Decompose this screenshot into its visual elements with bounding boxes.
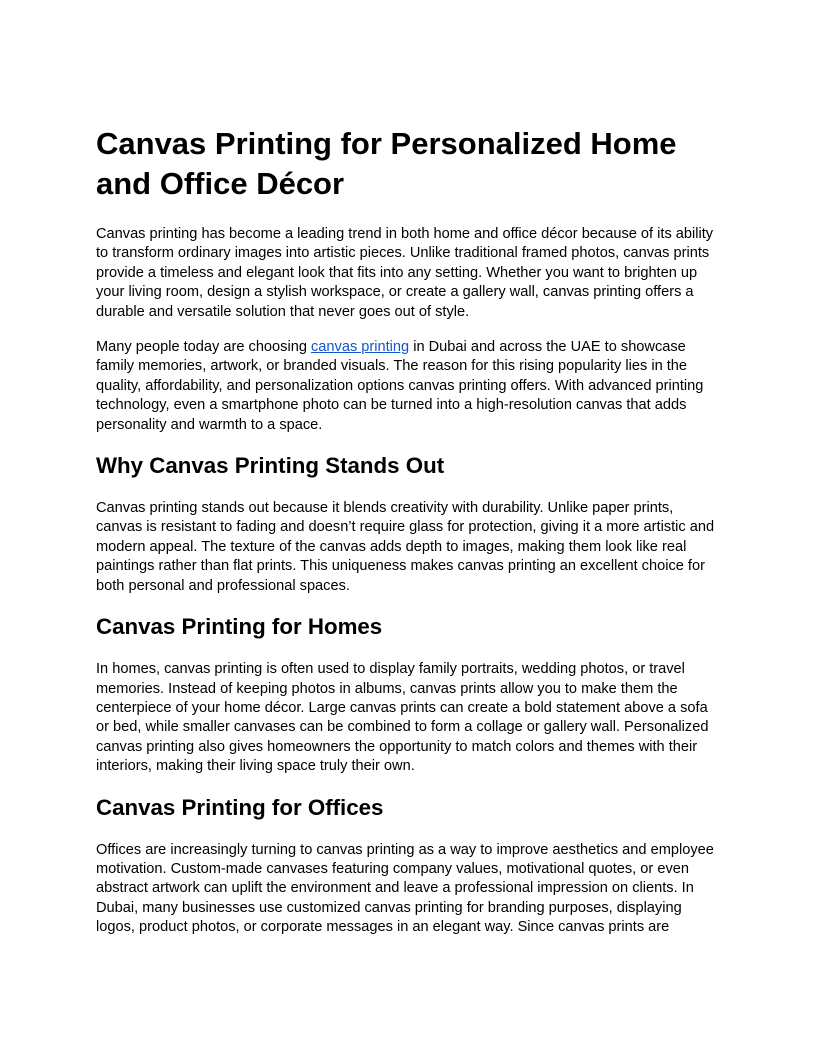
document-title: Canvas Printing for Personalized Home and Office Décor	[96, 126, 677, 201]
document-page	[96, 124, 720, 954]
intro-paragraph-2-text-after: in Dubai and across the UAE to showcase family memories, artwork, or branded visuals. The reason for this rising popularity lies in the quality, affordability, and personalization options canvas printing offers. With advanced printing technology, even a smartphone photo can be turned into a high-resolution canvas that adds personality and warmth to a space.	[96, 339, 704, 433]
section-heading-homes: Canvas Printing for Homes	[96, 614, 383, 640]
intro-paragraph-1: Canvas printing has become a leading trend in both home and office décor because of its ability to transform ordinary images into artistic pieces. Unlike traditional framed photos, canvas prints provide a timeless and elegant look that fits into any setting. Whether you want to brighten up your living room, design a stylish workspace, or create a gallery wall, canvas printing offers a durable and versatile solution that never goes out of style.	[96, 226, 714, 320]
canvas-printing-link[interactable]: canvas printing	[311, 339, 410, 356]
section-body-homes: In homes, canvas printing is often used to display family portraits, wedding photos, or travel memories. Instead of keeping photos in albums, canvas prints allow you to make them the centerpiece of your home décor. Large canvas prints can create a bold statement above a sofa or bed, while smaller canvases can be combined to form a collage or gallery wall. Personalized canvas printing also gives homeowners the opportunity to match colors and themes with their interiors, making their living space truly their own.	[96, 661, 709, 775]
intro-paragraph-2	[96, 338, 720, 435]
intro-paragraph-2-text-before: Many people today are choosing	[96, 339, 311, 356]
section-heading-stands-out: Why Canvas Printing Stands Out	[96, 453, 445, 479]
section-heading-offices: Canvas Printing for Offices	[96, 794, 384, 820]
section-body-offices: Offices are increasingly turning to canvas printing as a way to improve aesthetics and employee motivation. Custom-made canvases featuring company values, motivational quotes, or even abstract artwork can uplift the environment and leave a professional impression on clients. In Dubai, many businesses use customized canvas printing for branding purposes, displaying logos, product photos, or corporate messages in an elegant way. Since canvas prints are	[96, 841, 714, 936]
section-body-stands-out: Canvas printing stands out because it blends creativity with durability. Unlike paper prints, canvas is resistant to fading and doesn’t require glass for protection, giving it a more artistic and modern appeal. The texture of the canvas adds depth to images, making them look like real paintings rather than flat prints. This uniqueness makes canvas printing an excellent choice for both personal and professional spaces.	[96, 500, 715, 594]
